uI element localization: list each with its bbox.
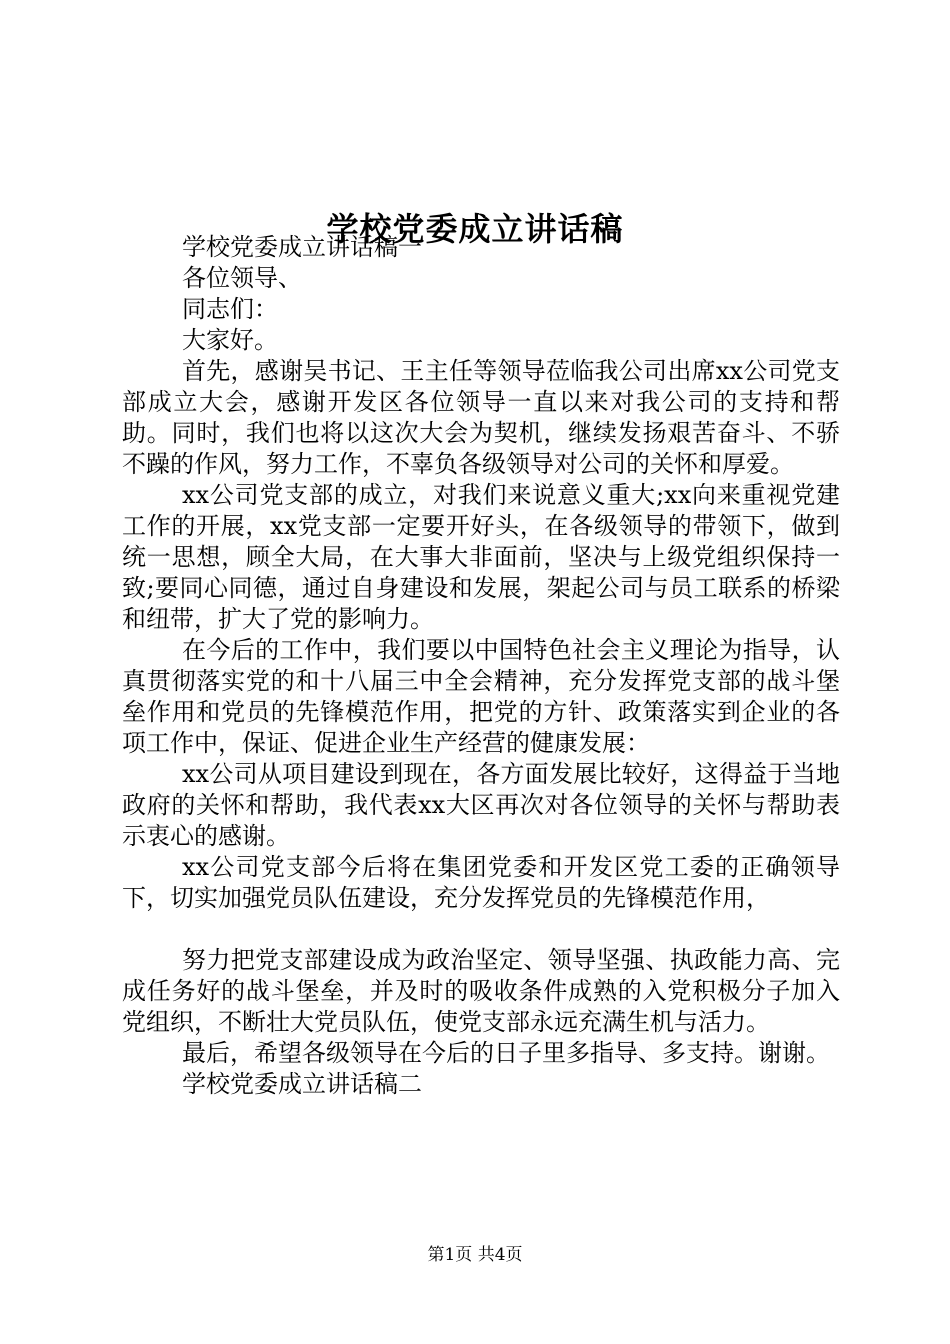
paragraph-salutation-leaders: 各位领导、 — [182, 264, 302, 292]
paragraph-greeting: 大家好。 — [182, 326, 278, 354]
document-title: 学校党委成立讲话稿 — [326, 210, 624, 249]
page-footer: 第1页 共4页 — [427, 1245, 523, 1265]
paragraph-closing: 最后，希望各级领导在今后的日子里多指导、多支持。谢谢。 — [182, 1039, 830, 1067]
paragraph-thanks: 首先，感谢吴书记、王主任等领导莅临我公司出席xx公司党支部成立大会，感谢开发区各位领导一直以来对我公司的支持和帮助。同时，我们也将以这次大会为契机，继续发扬艰苦奋斗、不骄不躁的作风，努力工作，不辜负各级领导对公司的关怀和厚爱。 — [122, 357, 840, 478]
paragraph-future-work: 在今后的工作中，我们要以中国特色社会主义理论为指导，认真贯彻落实党的和十八届三中全会精神，充分发挥党支部的战斗堡垒作用和党员的先锋模范作用，把党的方针、政策落实到企业的各项工作中，保证、促进企业生产经营的健康发展： — [122, 636, 840, 757]
paragraph-leadership: xx公司党支部今后将在集团党委和开发区党工委的正确领导下，切实加强党员队伍建设，充分发挥党员的先锋模范作用， — [122, 853, 840, 912]
document-body — [122, 232, 840, 1100]
paragraph-subtitle-two: 学校党委成立讲话稿二 — [182, 1070, 422, 1098]
paragraph-subtitle-one: 学校党委成立讲话稿一 — [182, 233, 422, 261]
paragraph-gratitude: xx公司从项目建设到现在，各方面发展比较好，这得益于当地政府的关怀和帮助，我代表xx大区再次对各位领导的关怀与帮助表示衷心的感谢。 — [122, 760, 840, 850]
paragraph-significance: xx公司党支部的成立，对我们来说意义重大;xx向来重视党建工作的开展，xx党支部一定要开好头，在各级领导的带领下，做到统一思想，顾全大局，在大事大非面前，坚决与上级党组织保持一致;要同心同德，通过自身建设和发展，架起公司与员工联系的桥梁和纽带，扩大了党的影响力。 — [122, 481, 840, 633]
paragraph-salutation-comrades: 同志们： — [182, 295, 278, 323]
paragraph-strive: 努力把党支部建设成为政治坚定、领导坚强、执政能力高、完成任务好的战斗堡垒，并及时的吸收条件成熟的入党积极分子加入党组织，不断壮大党员队伍，使党支部永远充满生机与活力。 — [122, 946, 840, 1036]
